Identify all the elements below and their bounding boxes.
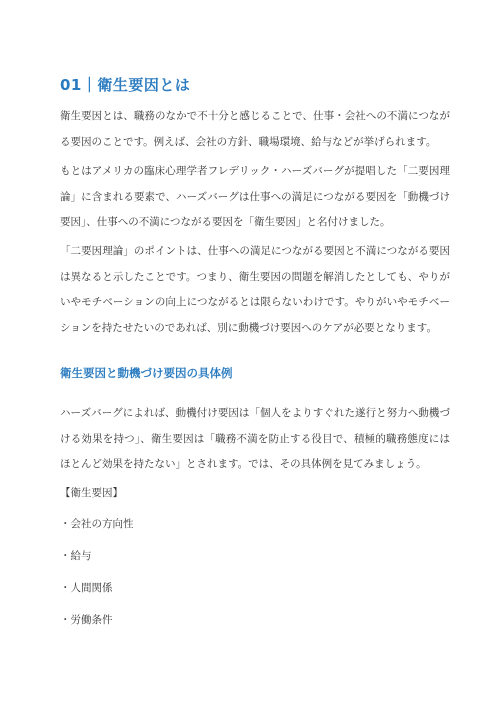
subheading: 衛生要因と動機づけ要因の具体例 <box>60 366 233 380</box>
list-item: ・人間関係 <box>60 582 113 594</box>
list-item: ・会社の方向性 <box>60 518 134 530</box>
list-title: 【衛生要因】 <box>60 487 123 499</box>
paragraph-point: 「二要因理論」のポイントは、仕事への満足につながる要因と不満につながる要因は異なると示したことです。つまり、衛生要因の問題を解消したとしても、やりがいやモチベーションの向上につながるとは限らないわけです。やりがいやモチベーションを持たせたいのであれば、別に動機づけ要因へのケアが必要となります。 <box>60 245 450 334</box>
list-item: ・労働条件 <box>60 614 113 626</box>
paragraph-definition: 衛生要因とは、職務のなかで不十分と感じることで、仕事・会社への不満につながる要因のことです。例えば、会社の方針、職場環境、給与などが挙げられます。 <box>60 110 450 148</box>
paragraph-examples-intro: ハーズバーグによれば、動機付け要因は「個人をよりすぐれた遂行と努力へ動機づける効果を持つ」、衛生要因は「職務不満を防止する役目で、積極的職務態度にはほとんど効果を持たない」とされます。では、その具体例を見てみましょう。 <box>60 407 450 470</box>
list-item: ・給与 <box>60 550 92 562</box>
section-heading: 01｜衛生要因とは <box>60 76 191 94</box>
paragraph-origin: もとはアメリカの臨床心理学者フレデリック・ハーズバーグが提唱した「二要因理論」に含まれる要素で、ハーズバーグは仕事への満足につながる要因を「動機づけ要因」、仕事への不満につながる要因を「衛生要因」と名付けました。 <box>60 165 450 228</box>
